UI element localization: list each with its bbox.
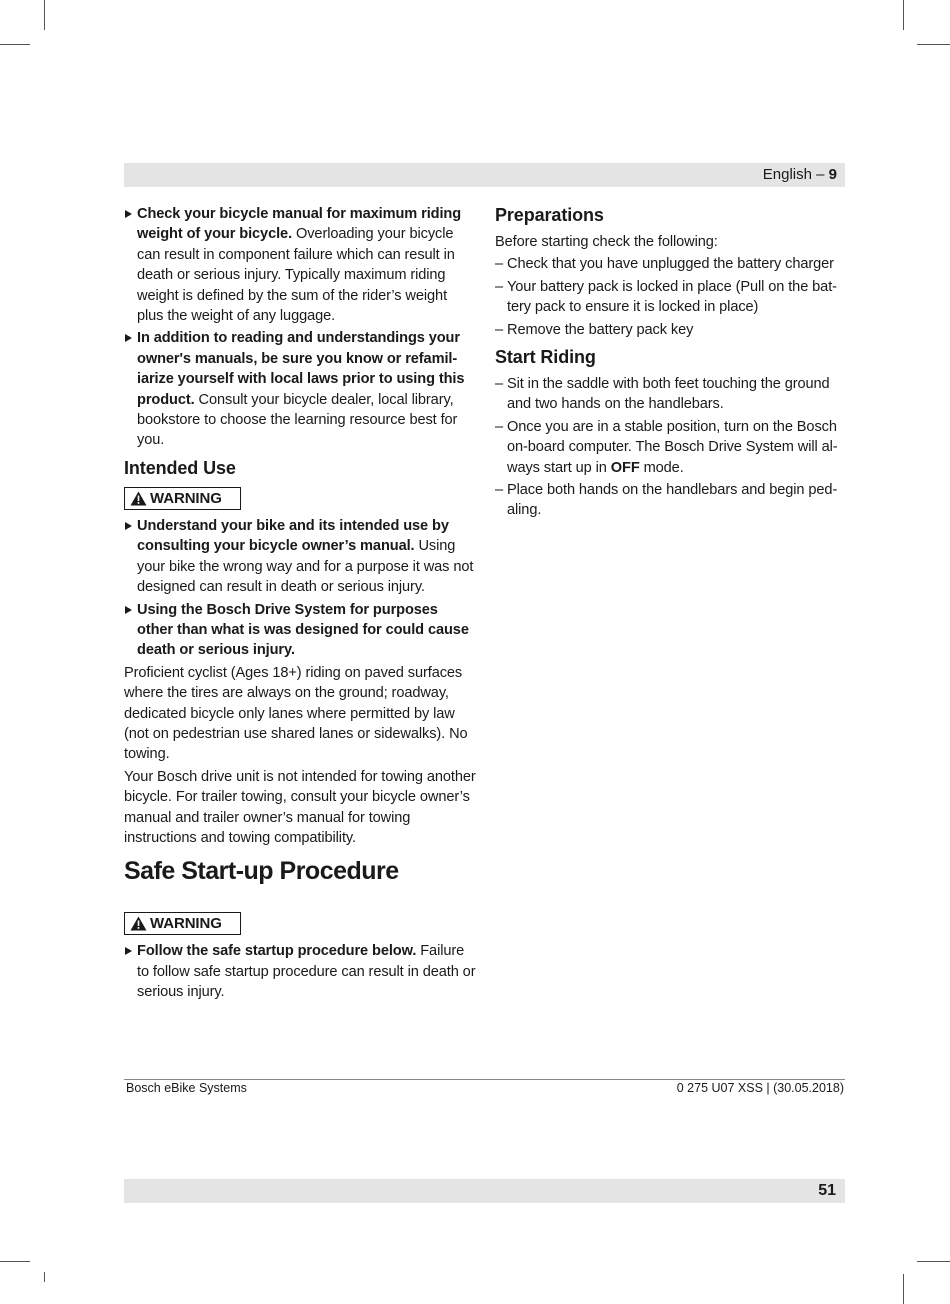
start-item — [495, 417, 847, 478]
bullet-bold: Check your bicycle manual for maximum riding weight of your bicycle. — [137, 206, 462, 243]
start-item-text: Once you are in a stable position, turn on the Bosch on-board computer. The Bosch Drive System will always start up in — [507, 418, 838, 476]
bullet-bold: In addition to reading and understandings your owner's manuals, be sure you know or refamiliarize yourself with local laws prior to using this product. — [137, 330, 465, 408]
warning-label — [124, 912, 241, 935]
bullet-intended-use — [124, 516, 476, 598]
crop-mark — [44, 1272, 45, 1282]
bullet-safe-startup — [124, 941, 476, 1002]
crop-mark — [0, 1261, 30, 1262]
bullet-local-laws — [124, 328, 476, 450]
bullet-bold: Understand your bike and its intended use by consulting your bicycle owner’s manual. — [137, 517, 449, 555]
crop-mark — [0, 44, 30, 45]
bullet-other-purposes — [124, 600, 476, 661]
header-page-number: 9 — [828, 166, 837, 183]
start-item: – Place both hands on the handlebars and begin pedaling. — [495, 480, 847, 521]
intended-use-heading: Intended Use — [124, 457, 236, 478]
prep-item: – Check that you have unplugged the battery charger — [495, 254, 847, 274]
footer-company: Bosch eBike Systems — [126, 1081, 247, 1095]
off-mode-label: OFF — [610, 459, 640, 476]
warning-triangle-icon — [130, 916, 147, 931]
start-riding-heading: Start Riding — [495, 347, 596, 368]
left-column — [124, 204, 476, 1005]
paragraph-towing: Your Bosch drive unit is not intended for towing another bicycle. For trailer towing, consult your bicycle owner’s manual and trailer owner’s manual for towing instructions and towing compatibility. — [124, 768, 476, 846]
crop-mark — [903, 0, 904, 30]
prep-item: – Remove the battery pack key — [495, 320, 847, 340]
right-column — [495, 204, 847, 523]
bullet-text: Consult your bicycle dealer, local library, bookstore to choose the learning resource best for you. — [137, 391, 458, 449]
warning-text: WARNING — [150, 915, 222, 933]
page-header-bar — [124, 163, 845, 187]
warning-text: WARNING — [150, 489, 222, 507]
header-language: English – — [762, 166, 829, 183]
preparations-intro: Before starting check the following: — [495, 234, 718, 250]
page-number-bar — [124, 1179, 845, 1203]
crop-mark — [44, 0, 45, 30]
bullet-bold: Using the Bosch Drive System for purposes other than what is was designed for could cause death or serious injury. — [137, 601, 469, 659]
bullet-max-weight — [124, 204, 476, 326]
footer-divider — [124, 1079, 845, 1080]
page-header — [763, 166, 837, 183]
page-number: 51 — [818, 1182, 836, 1199]
safe-startup-heading: Safe Start-up Procedure — [124, 857, 399, 886]
bullet-text: Failure to follow safe startup procedure can result in death or serious injury. — [137, 943, 476, 1001]
warning-triangle-icon — [130, 491, 147, 506]
footer-doc-id: 0 275 U07 XSS | (30.05.2018) — [676, 1081, 844, 1095]
crop-mark — [917, 44, 950, 45]
paragraph-proficient-cyclist: Proficient cyclist (Ages 18+) riding on paved surfaces where the tires are always on the ground; roadway, dedicated bicycle only lanes where permitted by law (not on pedestrian use shared lanes or sidewalks). No towing. — [124, 664, 468, 763]
bullet-bold: Follow the safe startup procedure below. — [137, 943, 417, 960]
crop-mark — [917, 1261, 950, 1262]
crop-mark — [903, 1274, 904, 1304]
prep-item: – Your battery pack is locked in place (Pull on the battery pack to ensure it is locked in place) — [495, 277, 847, 318]
bullet-text: Using your bike the wrong way and for a purpose it was not designed can result in death or serious injury. — [137, 538, 474, 596]
start-item: – Sit in the saddle with both feet touching the ground and two hands on the handlebars. — [495, 374, 847, 415]
bullet-text: Overloading your bicycle can result in component failure which can result in death or serious injury. Typically maximum riding weight is defined by the sum of the rider’s weight plus the weight of any luggage. — [137, 226, 455, 325]
preparations-heading: Preparations — [495, 205, 604, 225]
start-item-text: mode. — [639, 459, 684, 476]
warning-label — [124, 487, 241, 510]
